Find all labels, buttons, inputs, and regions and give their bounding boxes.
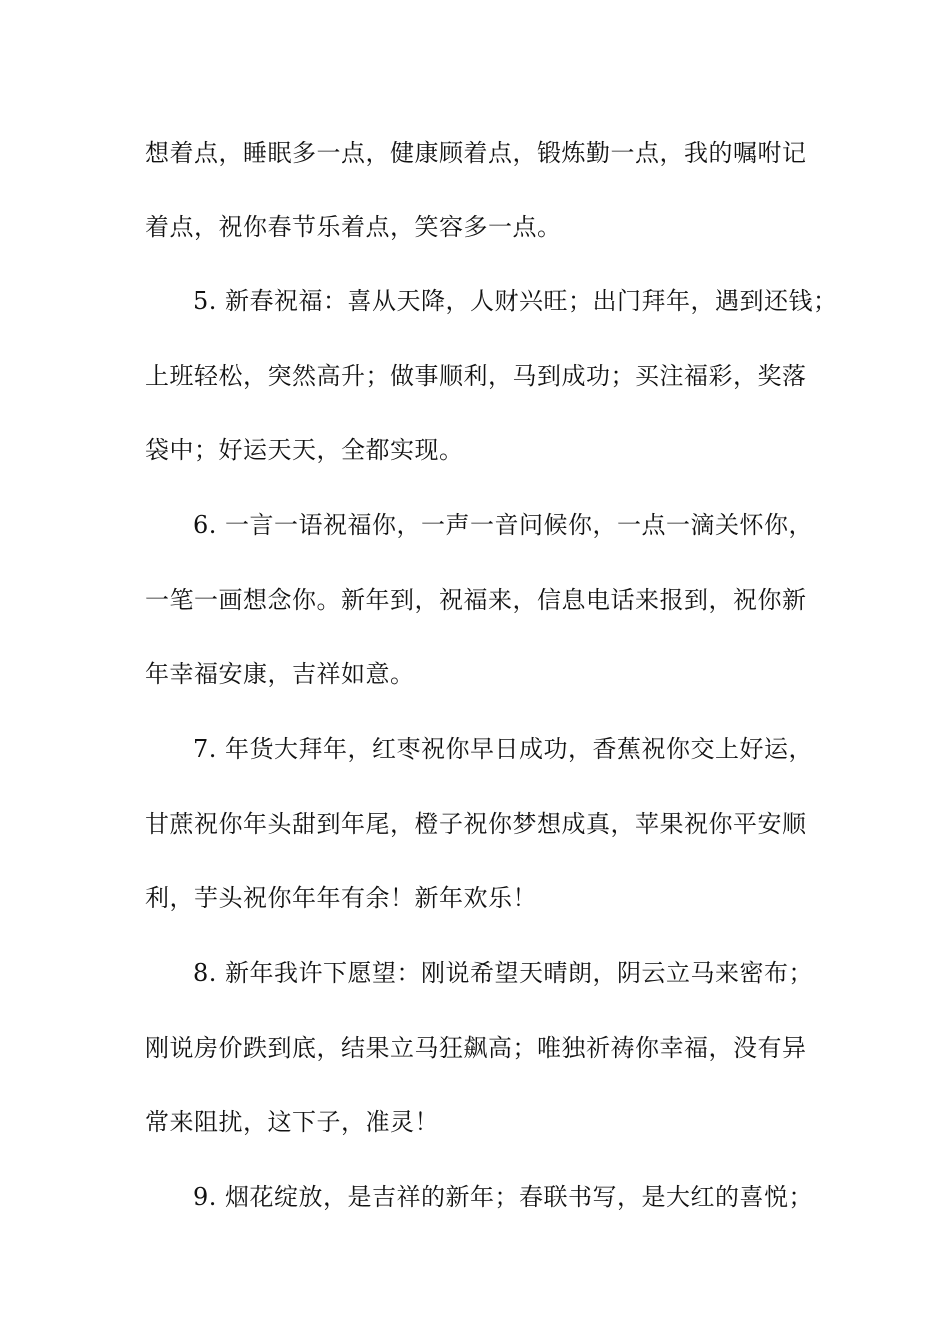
text-line: 刚说房价跌到底，结果立马狂飙高；唯独祈祷你幸福，没有异 [145, 1034, 807, 1062]
text-line: 利，芋头祝你年年有余！新年欢乐！ [145, 884, 537, 912]
text-line: 上班轻松，突然高升；做事顺利，马到成功；买注福彩，奖落 [145, 362, 807, 390]
list-item-9: 9. 烟花绽放，是吉祥的新年；春联书写，是大红的喜悦； [193, 1183, 814, 1211]
text-line: 着点，祝你春节乐着点，笑容多一点。 [145, 213, 562, 241]
text-line: 袋中；好运天天，全都实现。 [145, 436, 464, 464]
list-item-5: 5. 新春祝福：喜从天降，人财兴旺；出门拜年，遇到还钱； [193, 287, 838, 315]
text-line: 甘蔗祝你年头甜到年尾，橙子祝你梦想成真，苹果祝你平安顺 [145, 810, 807, 838]
list-item-8: 8. 新年我许下愿望：刚说希望天晴朗，阴云立马来密布； [193, 959, 814, 987]
list-item-6: 6. 一言一语祝福你，一声一音问候你，一点一滴关怀你， [193, 511, 814, 539]
text-line: 常来阻扰，这下子，准灵！ [145, 1108, 439, 1136]
text-line: 一笔一画想念你。新年到，祝福来，信息电话来报到，祝你新 [145, 586, 807, 614]
text-line: 想着点，睡眠多一点，健康顾着点，锻炼勤一点，我的嘱咐记 [145, 139, 807, 167]
text-line: 年幸福安康，吉祥如意。 [145, 660, 415, 688]
list-item-7: 7. 年货大拜年，红枣祝你早日成功，香蕉祝你交上好运， [193, 735, 814, 763]
